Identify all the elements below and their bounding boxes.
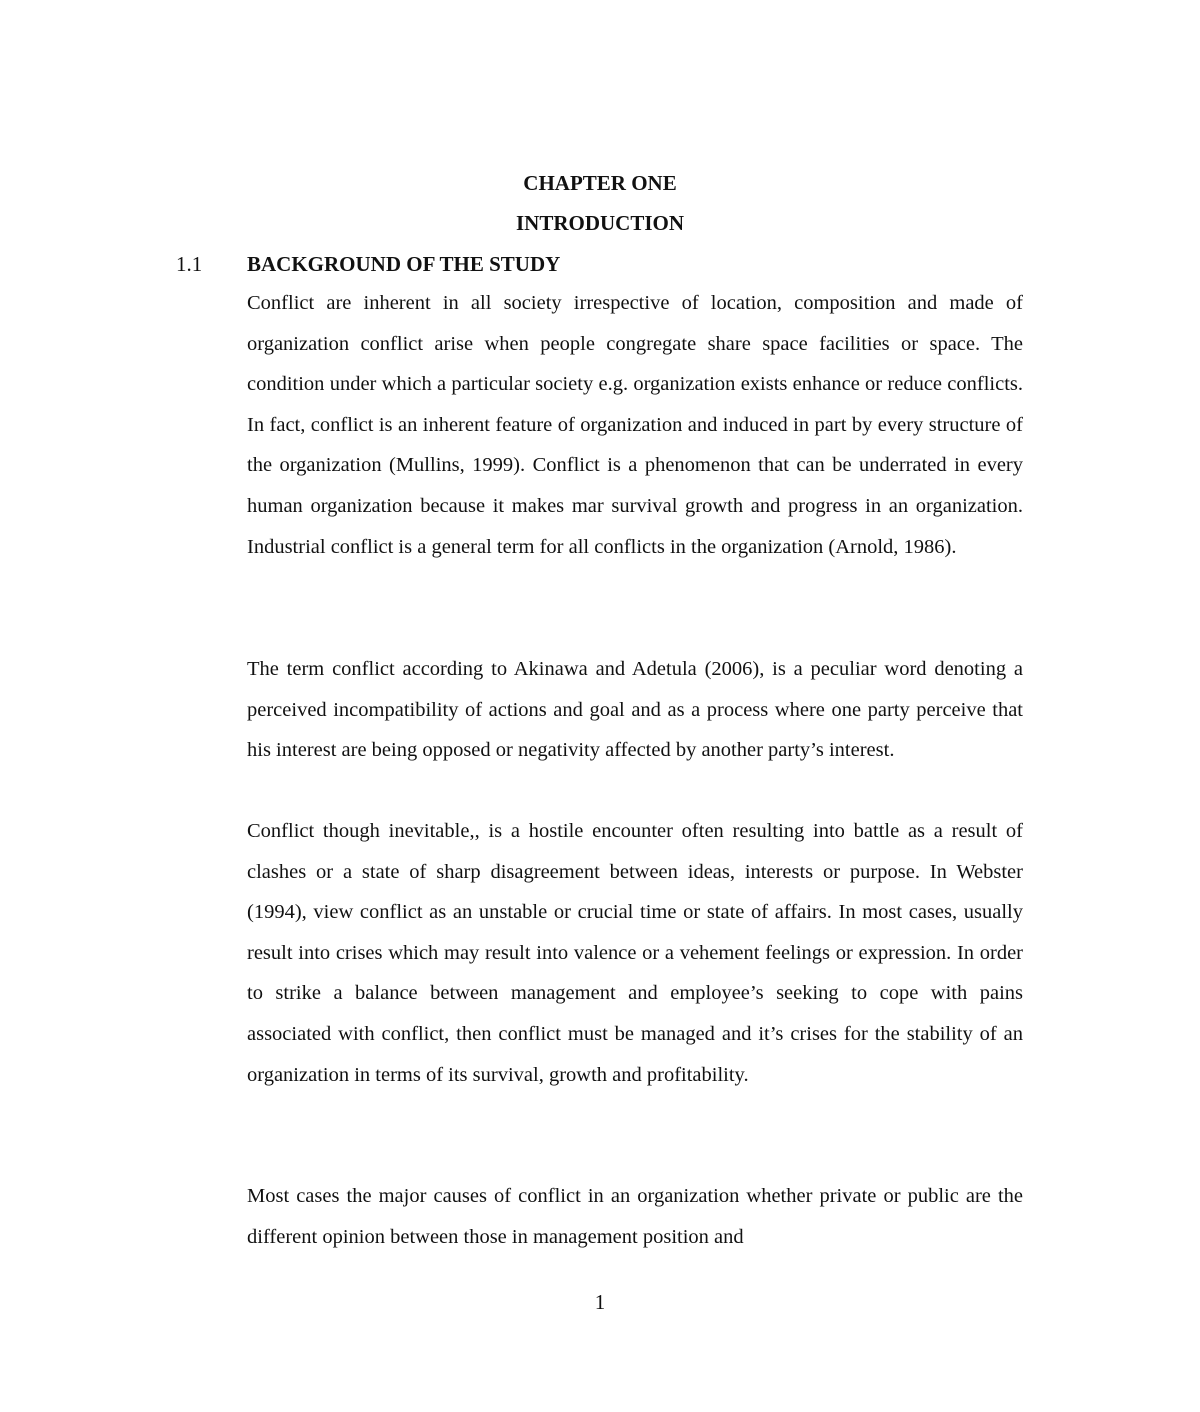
paragraph-3: Conflict though inevitable,, is a hostile encounter often resulting into battle as a result of clashes or a state of sharp disagreement between ideas, interests or purpose. In Webster (1994), view conflict as an unstable or crucial time or state of affairs. In most cases, usually result into crises which may result into valence or a vehement feelings or expression. In order to strike a balance between management and employee’s seeking to cope with pains associated with conflict, then conflict must be managed and it’s crises for the stability of an organization in terms of its survival, growth and profitability. <box>247 820 1023 1086</box>
paragraph-1: Conflict are inherent in all society irrespective of location, composition and made of organization conflict arise when people congregate share space facilities or space. The condition under which a particular society e.g. organization exists enhance or reduce conflicts. In fact, conflict is an inherent feature of organization and induced in part by every structure of the organization (Mullins, 1999). Conflict is a phenomenon that can be underrated in every human organization because it makes mar survival growth and progress in an organization. Industrial conflict is a general term for all conflicts in the organization (Arnold, 1986). <box>247 292 1023 558</box>
chapter-subtitle: INTRODUCTION <box>515 211 685 235</box>
section-heading <box>0 252 1200 278</box>
section-number: 1.1 <box>176 252 203 276</box>
page-number: 1 <box>594 1290 606 1314</box>
section-title: BACKGROUND OF THE STUDY <box>247 252 561 276</box>
chapter-title: CHAPTER ONE <box>523 171 677 195</box>
paragraph-4: Most cases the major causes of conflict in an organization whether private or public are the different opinion between those in management position and <box>247 1185 1023 1248</box>
paragraph-2: The term conflict according to Akinawa and Adetula (2006), is a peculiar word denoting a perceived incompatibility of actions and goal and as a process where one party perceive that his interest are being opposed or negativity affected by another party’s interest. <box>247 658 1023 762</box>
